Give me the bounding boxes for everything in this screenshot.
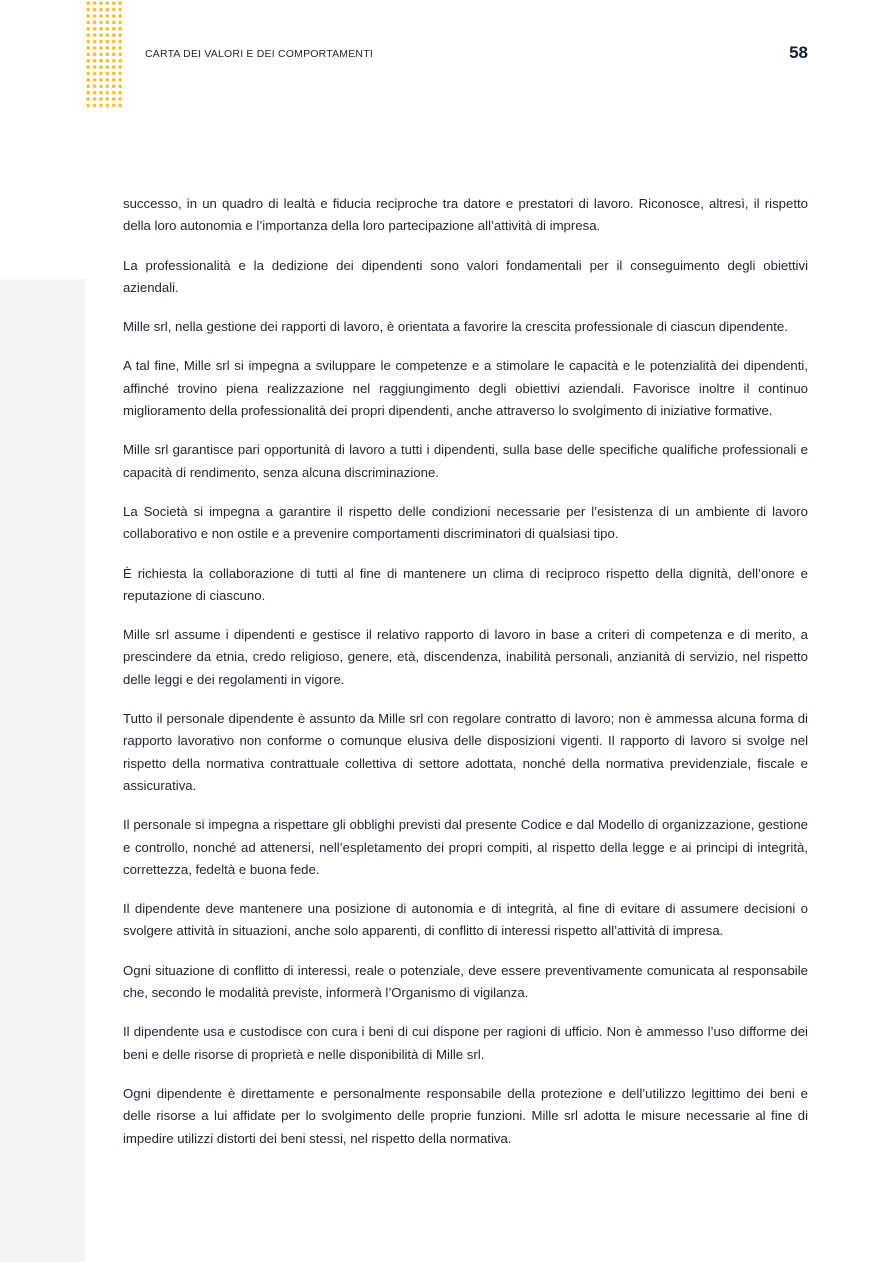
body-text (123, 193, 808, 1167)
paragraph: Ogni dipendente è direttamente e personalmente responsabile della protezione e dell’utilizzo legittimo dei beni e delle risorse a lui affidate per lo svolgimento delle proprie funzioni. Mille srl adotta le misure necessarie al fine di impedire utilizzi distorti dei beni stessi, nel rispetto della normativa. (123, 1085, 808, 1146)
paragraph: Il dipendente usa e custodisce con cura i beni di cui dispone per ragioni di ufficio. Non è ammesso l’uso difforme dei beni e delle risorse di proprietà e nelle disponibilità di Mille srl. (123, 1024, 808, 1062)
paragraph: Mille srl garantisce pari opportunità di lavoro a tutti i dipendenti, sulla base delle specifiche qualifiche professionali e capacità di rendimento, senza alcuna discriminazione. (123, 442, 808, 480)
paragraph: A tal fine, Mille srl si impegna a sviluppare le competenze e a stimolare le capacità e le potenzialità dei dipendenti, affinché trovino piena realizzazione nel raggiungimento degli obiettivi aziendali. Favorisce inoltre il continuo miglioramento della professionalità dei propri dipendenti, anche attraverso lo svolgimento di iniziative formative. (123, 358, 808, 419)
paragraph: Il personale si impegna a rispettare gli obblighi previsti dal presente Codice e dal Modello di organizzazione, gestione e controllo, nonché ad attenersi, nell’espletamento dei propri compiti, al rispetto della legge e ai principi di integrità, correttezza, fedeltà e buona fede. (123, 817, 808, 877)
paragraph: È richiesta la collaborazione di tutti al fine di mantenere un clima di reciproco rispetto della dignità, dell’onore e reputazione di ciascuno. (123, 565, 808, 603)
page-number: 58 (789, 43, 808, 62)
dot-pattern-decoration (85, 0, 125, 108)
side-band (0, 279, 85, 1262)
paragraph: La Società si impegna a garantire il rispetto delle condizioni necessarie per l’esistenza di un ambiente di lavoro collaborativo e non ostile e a prevenire comportamenti discriminatori di qualsiasi tipo. (123, 503, 808, 542)
paragraph: Mille srl, nella gestione dei rapporti di lavoro, è orientata a favorire la crescita professionale di ciascun dipendente. (123, 319, 788, 335)
paragraph: Il dipendente deve mantenere una posizione di autonomia e di integrità, al fine di evitare di assumere decisioni o svolgere attività in situazioni, anche solo apparenti, di conflitto di interessi rispetto all’attività di impresa. (123, 901, 808, 939)
paragraph: Ogni situazione di conflitto di interessi, reale o potenziale, deve essere preventivamente comunicata al responsabile che, secondo le modalità previste, informerà l’Organismo di vigilanza. (123, 962, 808, 1001)
paragraph: Mille srl assume i dipendenti e gestisce il relativo rapporto di lavoro in base a criteri di competenza e di merito, a prescindere da etnia, credo religioso, genere, età, discendenza, inabilità personali, anzianità di servizio, nel rispetto delle leggi e dei regolamenti in vigore. (123, 627, 808, 687)
section-header-title: CARTA DEI VALORI E DEI COMPORTAMENTI (145, 48, 373, 60)
paragraph: Tutto il personale dipendente è assunto da Mille srl con regolare contratto di lavoro; non è ammessa alcuna forma di rapporto lavorativo non conforme o comunque elusiva delle disposizioni vigenti. Il rapporto di lavoro si svolge nel rispetto della normativa contrattuale collettiva di settore adottata, nonché della normativa previdenziale, fiscale e assicurativa. (123, 711, 808, 793)
paragraph: La professionalità e la dedizione dei dipendenti sono valori fondamentali per il conseguimento degli obiettivi aziendali. (123, 257, 808, 295)
paragraph: successo, in un quadro di lealtà e fiducia reciproche tra datore e prestatori di lavoro. Riconosce, altresì, il rispetto della loro autonomia e l’importanza della loro partecipazione all’attività di impresa. (123, 196, 808, 234)
